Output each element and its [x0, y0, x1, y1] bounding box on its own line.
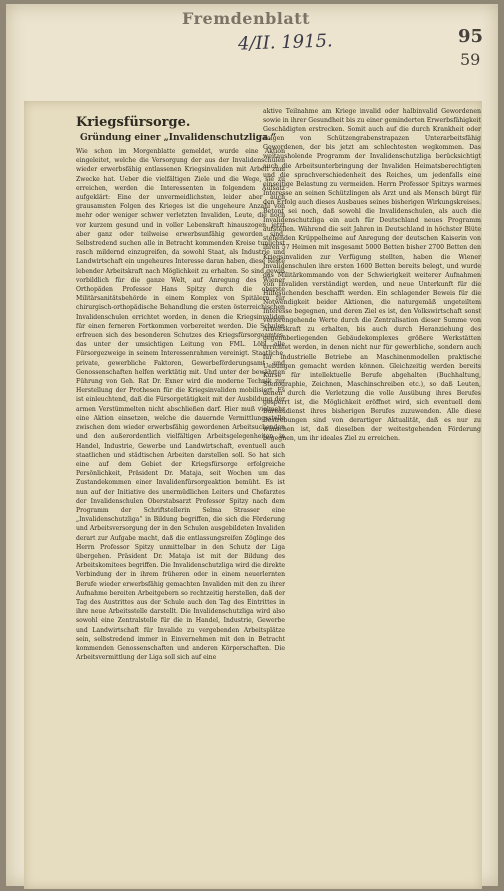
article-body-right: aktive Teilnahme am Kriege invalid oder halbinvalid Gewordenen sowie in ihrer Gesundheit bis zu einer geminderten Erwerbsfähigkeit Geschädigten erstrecken. Somit auch auf die durch Krankheit oder Folgen von Schützengrabenstrapazen Unterarbeitsfähig Gewordenen, der bis jetzt am schlechtesten wegkommen. Das weitausholende Programm der Invalidenschutzliga berücksichtigt auch die Arbeitsunterbringung der Invaliden Heimatsberechtigten und die sprachverschiedenheit des Reiches, um jedenfalls eine einseitige Belastung zu vermeiden. Herrn Professor Spitzys warmes Interesse an seinen Schützlingen als Arzt und als Mensch bürgt für den Erfolg auch dieses Ausbaues seines bisherigen Wirkungskreises. Betont sei noch, daß sowohl die Invalidenschulen, als auch die Invalidenschutzliga ein auch für Deutschland neues Programm aufstellen. Während die seit Jahren in Deutschland in höchster Blüte stehenden Krüppelheime auf Anregung der deutschen Kaiserin von ihren 57 Heimen mit insgesamt 5000 Betten bisher 2700 Betten den Kriegsinvaliden zur Verfügung stellten, haben die Wiener Invalidenschulen ihre ersten 1600 Betten bereits belegt, und wurde das Militärkommando von der Schwierigkeit weiterer Aufnahmen von Invaliden verständigt werden, und neue Unterkunft für die Hilfesuchenden beschafft werden. Ein schlagender Beweis für die Notwendigkeit beider Aktionen, die naturgemäß ungeteiltem Interesse begegnen, und deren Ziel es ist, den Volkswirtschaft sonst verlorengehende Werte durch die Zentralisation dieser Summe von Arbeitskraft zu erhalten, bis auch durch Heranziehung des gegenüberliegenden Gebäudekomplexes größere Werkstätten errichtet werden, in denen nicht nur für gewerbliche, sondern auch für industrielle Betriebe an Maschinenmodellen praktische Uebungen gemacht werden können. Gleichzeitig werden bereits Kurse für intellektuelle Berufe abgehalten (Buchhaltung, Stenographie, Zeichnen, Maschinschreiben etc.), so daß Leuten, denen durch die Verletzung die volle Ausübung ihres Berufes gesperrt ist, die Möglichkeit eröffnet wird, sich eventuell dem Bureaudienst ihres bisherigen Berufes zuzuwenden. Alle diese Bestrebungen sind von derartiger Aktualität, daß es nur zu wünschen ist, daß dieselben der weitestgehenden Förderung begegnen, um ihr ideales Ziel zu erreichen.	[263, 108, 481, 443]
archive-sheet	[6, 4, 498, 886]
article-title: Kriegsfürsorge.	[76, 115, 191, 130]
archive-number-bottom: 59	[460, 50, 481, 69]
article-subtitle: Gründung einer „Invalidenschutzliga.“	[80, 133, 277, 143]
newspaper-source: Fremdenblatt	[182, 9, 311, 28]
archive-number-top: 95	[458, 26, 484, 47]
article-right-column	[263, 107, 481, 443]
newspaper-clipping	[24, 101, 482, 889]
article-body-left: Wie schon im Morgenblatte gemeldet, wurde eine Aktion eingeleitet, welche die Versorgung der aus der Invalidenschulen wieder erwerbsfähig entlassenen Kriegsinvaliden mit Arbeit zum Zwecke hat. Ueber die vielfältigen Ziele und die Wege, sie zu erreichen, werden die Interessenten in folgendem Aufsatz aufgeklärt: Eine der unvermeidlichsten, leider aber auch grausamsten Folgen des Krieges ist die ungeheure Anzahl von mehr oder weniger schwer verletzten Invaliden, Leute, die noch vor kurzem gesund und in voller Lebenskraft hinauszogen, jetzt aber ganz oder teilweise erwerbsunfähig geworden sind. Selbstredend suchen alle in Betracht kommenden Kreise tunlichst rasch mildernd einzugreifen, da sowohl Staat, als Industrie und Landwirtschaft ein ungeheures Interesse daran haben, diese Reste lebender Arbeitskraft nach Möglichkeit zu erhalten. So sind gewiß vorbildlich für die ganze Welt, auf Anregung des Wiener Orthopäden Professor Hans Spitzy durch die oberste Militärsanitätsbehörde in einem Komplex von Spitälern für chirurgisch-orthopädische Behandlung die ersten österreichischen Invalidenschulen errichtet worden, in denen die Kriegsinvaliden für einen ferneren Fortkommen vorbereitet werden. Die Schulen erfreuen sich des besonderen Schutzes des Kriegsfürsorgeamtes, das unter der umsichtigen Leitung von FML. Löbl alle Fürsorgezweige in seinem Interessenrahmen vereinigt. Staatliche, private, gewerbliche Faktoren, Gewerbeförderungsamt und Genossenschaften helfen werktätig mit. Und unter der bewährten Führung von Geh. Rat Dr. Exner wird die moderne Technik zur Herstellung der Prothesen für die Kriegsinvaliden mobilisiert. Es ist einleuchtend, daß die Fürsorgetätigkeit mit der Ausbildung der armen Verstümmelten nicht abschließen darf. Hier muß vielmehr eine Aktion einsetzen, welche die dauernde Vermittlungsstelle zwischen dem wieder erwerbsfähig gewordenen Arbeitsuchenden und den außerordentlich vielfältigen Arbeitsgelegenheiten in Handel, Industrie, Gewerbe und Landwirtschaft, eventuell auch staatlichen und städtischen Arbeiten darstellen soll. So hat sich eine auf dem Gebiet der Kriegsfürsorge erfolgreiche Persönlichkeit, Präsident Dr. Mataja, seit Wochen um das Zustandekommen einer Invalidenfürsorgeaktion bemüht. Es ist nun auf der Initiative des unermüdlichen Leiters und Chefarztes der Invalidenschulen Oberstabsarzt Professor Spitzy nach dem Programm der Schriftstellerin Selma Strasser eine „Invalidenschutzliga“ in Bildung begriffen, die sich die Förderung und Arbeitsversorgung der in den Schulen ausgebildeten Invaliden derart zur Aufgabe macht, daß die entlassungsreifen Zöglinge des Herrn Professor Spitzy unmittelbar in den Schutz der Liga übergehen. Präsident Dr. Mataja ist mit der Bildung des Arbeitskomitees begriffen. Die Invalidenschutzliga wird die direkte Verbindung der in ihrem früheren oder in einem neuerlernten Berufe wieder erwerbsfähig gemachten Invaliden mit den zu ihrer Aufnahme bereiten Arbeitgebern so rechtzeitig herstellen, daß der Tag des Austrittes aus der Schule auch den Tag des Eintrittes in ihre neue Arbeitsstelle darstellt. Die Invalidenschutzliga wird also sowohl eine Zentralstelle für die in Handel, Industrie, Gewerbe und Landwirtschaft für Invalide zu vergebenden Arbeitsplätze sein, selbstredend immer in Einvernehmen mit den in Betracht kommenden Genossenschaften und anderen Körperschaften. Die Arbeitsvermittlung der Liga soll sich auf eine	[76, 148, 285, 662]
clipping-date: 4/II. 1915.	[237, 30, 334, 55]
article-left-column	[76, 107, 285, 662]
